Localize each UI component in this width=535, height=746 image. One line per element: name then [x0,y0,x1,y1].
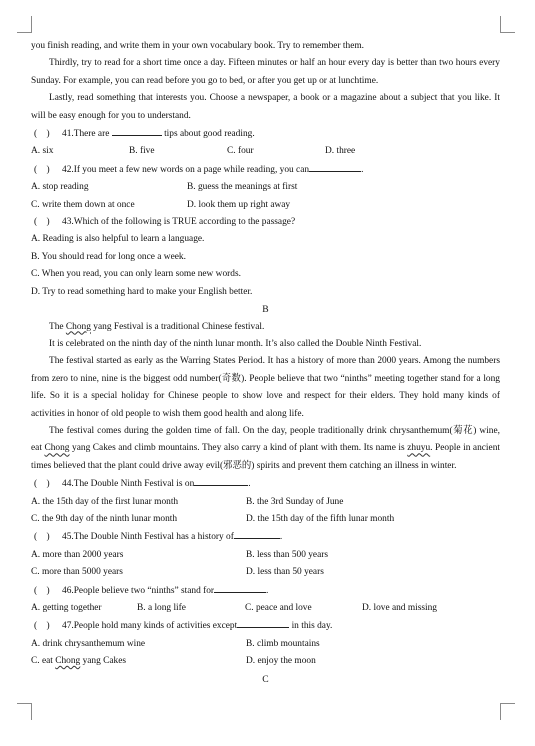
question-stem-end: . [248,479,251,490]
passage-a-paragraph-thirdly: Thirdly, try to read for a short time once a day. Fifteen minutes or half an hour every day is better than two hours every Sunday. For example, you can read before you go to bed, or after you get up or at lunchtime. [31,58,500,86]
question-stem: 46.People believe two “ninths” stand for [62,585,215,596]
option-a[interactable]: A. Reading is also helpful to learn a language. [31,234,205,245]
answer-bracket[interactable]: ( ) [34,129,50,140]
answer-blank[interactable] [234,528,280,539]
option-a[interactable]: A. six [31,146,54,157]
option-a[interactable]: A. drink chrysanthemum wine [31,638,146,649]
crop-mark-top-right [500,16,515,33]
question-stem: 47.People hold many kinds of activities except [62,621,238,632]
document-body [31,38,500,688]
question-42 [31,161,500,179]
options-41 [31,143,500,160]
options-44-row-2 [31,511,500,528]
option-b[interactable]: B. climb mountains [246,638,320,649]
option-b[interactable]: B. You should read for long once a week. [31,251,186,262]
option-a[interactable]: A. getting together [31,603,102,613]
option-d[interactable]: D. enjoy the moon [246,656,316,667]
option-d[interactable]: D. three [325,146,356,157]
answer-bracket[interactable]: ( ) [34,532,50,543]
answer-blank[interactable] [309,161,361,172]
option-d[interactable]: D. love and missing [362,603,437,613]
crop-mark-top-left [17,16,32,33]
passage-b-paragraph-3: The festival started as early as the Warring States Period. It has a history of more than 2000 years. Among the numbers from zero to nine, nine is the biggest odd number(奇数). People believe that two “ninths” meeting together stand for a long life. So it is a special holiday for Chinese people to show love and respect for their elders. They hold many kinds of activities in honor of old people to wish them good health and along life. [31,356,500,419]
option-c[interactable]: C. peace and love [245,603,312,613]
option-c[interactable]: C. When you read, you can only learn some new words. [31,269,241,280]
question-stem-end: tips about good reading. [164,129,255,140]
question-stem: 41.There are [62,129,110,140]
option-b[interactable]: B. a long life [137,603,186,613]
option-b[interactable]: B. less than 500 years [246,549,329,560]
question-stem: 44.The Double Ninth Festival is on [62,479,195,490]
options-44-row-1 [31,494,500,511]
option-d[interactable]: D. less than 50 years [246,567,324,578]
passage-b-paragraph-2: It is celebrated on the ninth day of the ninth lunar month. It’s also called the Double Ninth Festival. [49,338,422,349]
question-47 [31,617,500,635]
section-c-heading: C [262,673,269,685]
option-d[interactable]: D. Try to read something hard to make your English better. [31,286,253,297]
question-stem-end: . [266,585,269,596]
answer-bracket[interactable]: ( ) [34,585,50,596]
options-47-row-1 [31,636,500,653]
question-stem: 42.If you meet a few new words on a page while reading, you can [62,164,310,175]
question-stem-end: . [361,164,364,175]
options-47-row-2 [31,653,500,670]
option-d[interactable]: D. look them up right away [187,199,291,210]
option-a[interactable]: A. stop reading [31,182,89,193]
crop-mark-bottom-right [500,703,515,720]
question-stem: 43.Which of the following is TRUE according to the passage? [62,217,296,228]
question-46 [31,582,500,600]
option-b[interactable]: B. five [129,146,155,157]
question-44 [31,475,500,493]
answer-bracket[interactable]: ( ) [34,217,50,228]
answer-bracket[interactable]: ( ) [34,164,50,175]
option-c[interactable]: C. more than 5000 years [31,567,123,578]
answer-blank[interactable] [214,582,266,593]
passage-a-paragraph-lastly: Lastly, read something that interests you. Choose a newspaper, a book or a magazine about a subject that you like. It will be easy enough for you to understand. [31,93,500,121]
options-42-row-1 [31,179,500,196]
option-c[interactable]: C. four [227,146,254,157]
option-a[interactable]: A. more than 2000 years [31,549,124,560]
passage-b-title-line: The Chong yang Festival is a traditional Chinese festival. [49,321,265,332]
answer-blank[interactable] [237,617,289,628]
option-b[interactable]: B. the 3rd Sunday of June [246,496,344,507]
option-c[interactable]: C. write them down at once [31,199,135,210]
answer-blank[interactable] [194,475,248,486]
options-42-row-2 [31,197,500,214]
option-b[interactable]: B. guess the meanings at first [187,182,298,193]
question-41 [31,125,500,143]
option-c[interactable]: C. the 9th day of the ninth lunar month [31,513,178,524]
options-45-row-1 [31,547,500,564]
question-stem: 45.The Double Ninth Festival has a history of [62,532,234,543]
question-stem-end: . [279,532,283,543]
question-stem-end: in this day. [291,621,333,632]
answer-bracket[interactable]: ( ) [34,621,50,632]
answer-bracket[interactable]: ( ) [34,479,50,490]
options-46 [31,600,500,617]
passage-a-line: you finish reading, and write them in your own vocabulary book. Try to remember them. [31,41,365,51]
options-45-row-2 [31,564,500,581]
section-b-heading: B [262,304,269,316]
option-d[interactable]: D. the 15th day of the fifth lunar month [246,513,395,524]
answer-blank[interactable] [112,125,162,136]
passage-b-paragraph-4: The festival comes during the golden time of fall. On the day, people traditionally drink chrysanthemum(菊花) wine, eat Chong yang Cakes and climb mountains. They also carry a kind of plant with them. Its name is zhuyu. People in ancient times believed that the plant could drive away evil(邪恶的) spirits and prevent them catching an illness in winter. [31,425,500,471]
option-c[interactable]: C. eat Chong yang Cakes [31,656,127,667]
question-45 [31,528,500,546]
question-43 [31,214,500,231]
option-a[interactable]: A. the 15th day of the first lunar month [31,496,179,507]
crop-mark-bottom-left [17,703,32,720]
